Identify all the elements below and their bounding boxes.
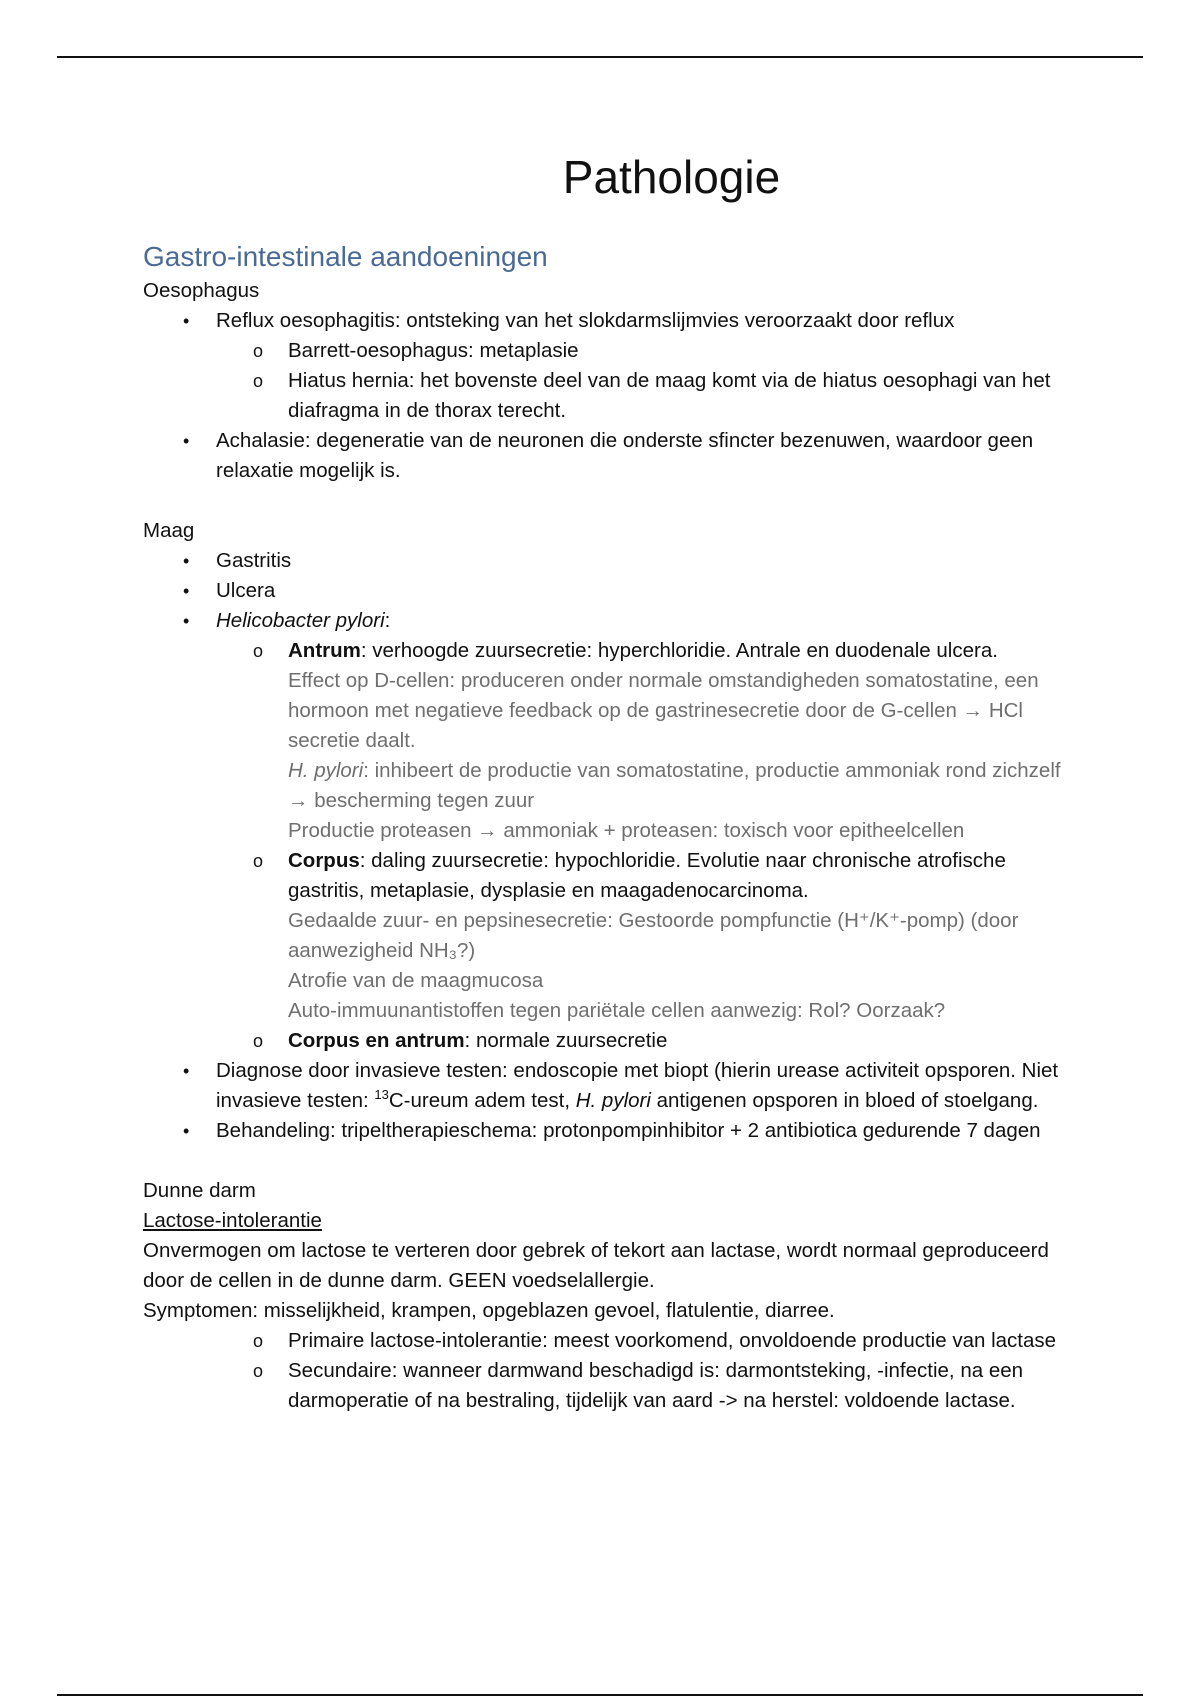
list-item [143,426,1073,486]
dunne-darm-heading: Dunne darm [143,1179,256,1202]
antrum-note-1: Effect op D-cellen: produceren onder normale omstandigheden somatostatine, een hormoon met negatieve feedback op de gastrinesecretie door de G-cellen → HCl secretie daalt. [288,669,1039,752]
list-item [143,1326,1073,1356]
list-item [143,846,1073,1026]
maag-heading: Maag [143,519,195,542]
list-item [143,1116,1073,1146]
spacer [143,1146,1073,1176]
corpus-note-2: Atrofie van de maagmucosa [288,969,544,992]
bullet-icon: • [183,1061,190,1081]
list-item [143,576,1073,606]
diagnose-text-a: Diagnose door invasieve testen: endoscopie met biopt (hierin urease activiteit opsporen. Niet invasieve testen: [216,1059,1059,1112]
list-item [143,546,1073,576]
corpus-text: : daling zuursecretie: hypochloridie. Evolutie naar chronische atrofische gastritis, metaplasie, dysplasie en maagadenocarcinoma. [288,849,1006,902]
list-item [143,1356,1073,1416]
list-item [143,306,1073,336]
spacer [143,486,1073,516]
maag-list [143,546,1073,1146]
bullet-icon: • [183,431,190,451]
antrum-bold: Antrum [288,639,361,662]
circle-bullet-icon: o [253,851,264,871]
circle-bullet-icon: o [253,371,264,391]
list-item [143,336,1073,366]
list-item [143,366,1073,426]
oesophagus-list [143,306,1073,486]
corpus-note-3: Auto-immuunantistoffen tegen pariëtale cellen aanwezig: Rol? Oorzaak? [288,999,946,1022]
corpus-antrum-text: : normale zuursecretie [464,1029,668,1052]
circle-bullet-icon: o [253,1331,264,1351]
list-item [143,636,1073,846]
section-heading: Gastro-intestinale aandoeningen [143,241,548,272]
antrum-note-3: Productie proteasen → ammoniak + proteasen: toxisch voor epitheelcellen [288,819,965,842]
oesophagus-heading: Oesophagus [143,279,260,302]
bullet-icon: • [183,581,190,601]
hiatus-text: Hiatus hernia: het bovenste deel van de maag komt via de hiatus oesophagi van het diafragma in de thorax terecht. [288,369,1051,422]
page-title: Pathologie [562,151,781,203]
antrum-note-2-text: : inhibeert de productie van somatostatine, productie ammoniak rond zichzelf → bescherming tegen zuur [288,759,1061,812]
circle-bullet-icon: o [253,341,264,361]
reflux-text: Reflux oesophagitis: ontsteking van het slokdarmslijmvies veroorzaakt door reflux [216,309,955,332]
corpus-antrum-bold: Corpus en antrum [288,1029,465,1052]
ulcera-text: Ulcera [216,579,276,602]
barrett-text: Barrett-oesophagus: metaplasie [288,339,579,362]
behandeling-text: Behandeling: tripeltherapieschema: protonpompinhibitor + 2 antibiotica gedurende 7 dagen [216,1119,1041,1142]
diagnose-italic: H. pylori [575,1089,651,1112]
top-rule [57,56,1143,58]
bullet-icon: • [183,1121,190,1141]
diagnose-text-b: C-ureum adem test, [388,1089,576,1112]
list-item [143,606,1073,636]
antrum-note-2-italic: H. pylori [288,759,364,782]
hp-colon: : [384,609,391,632]
lactose-list [143,1326,1073,1416]
antrum-text: : verhoogde zuursecretie: hyperchloridie. Antrale en duodenale ulcera. [360,639,998,662]
bullet-icon: • [183,611,190,631]
lactose-paragraph-1: Onvermogen om lactose te verteren door gebrek of tekort aan lactase, wordt normaal geproduceerd door de cellen in de dunne darm. GEEN voedselallergie. [143,1239,1049,1292]
lactose-subheading: Lactose-intolerantie [143,1209,322,1232]
corpus-note-1: Gedaalde zuur- en pepsinesecretie: Gestoorde pompfunctie (H⁺/K⁺-pomp) (door aanwezigheid NH₃?) [288,909,1019,962]
gastritis-text: Gastritis [216,549,292,572]
circle-bullet-icon: o [253,1031,264,1051]
list-item [143,1056,1073,1116]
lactose-paragraph-2: Symptomen: misselijkheid, krampen, opgeblazen gevoel, flatulentie, diarree. [143,1299,835,1322]
circle-bullet-icon: o [253,641,264,661]
antrum-note-2 [288,756,1073,816]
secundair-text: Secundaire: wanneer darmwand beschadigd is: darmontsteking, -infectie, na een darmoperatie of na bestraling, tijdelijk van aard -> na herstel: voldoende lactase. [288,1359,1024,1412]
corpus-bold: Corpus [288,849,360,872]
list-item [143,1026,1073,1056]
hp-label: Helicobacter pylori [216,609,385,632]
diagnose-superscript: 13 [374,1087,389,1103]
circle-bullet-icon: o [253,1361,264,1381]
achalasie-text: Achalasie: degeneratie van de neuronen die onderste sfincter bezenuwen, waardoor geen relaxatie mogelijk is. [216,429,1034,482]
primair-text: Primaire lactose-intolerantie: meest voorkomend, onvoldoende productie van lactase [288,1329,1057,1352]
bullet-icon: • [183,551,190,571]
diagnose-text-c: antigenen opsporen in bloed of stoelgang. [650,1089,1039,1112]
bottom-rule [57,1694,1143,1696]
bullet-icon: • [183,311,190,331]
document-content [143,238,1073,1416]
